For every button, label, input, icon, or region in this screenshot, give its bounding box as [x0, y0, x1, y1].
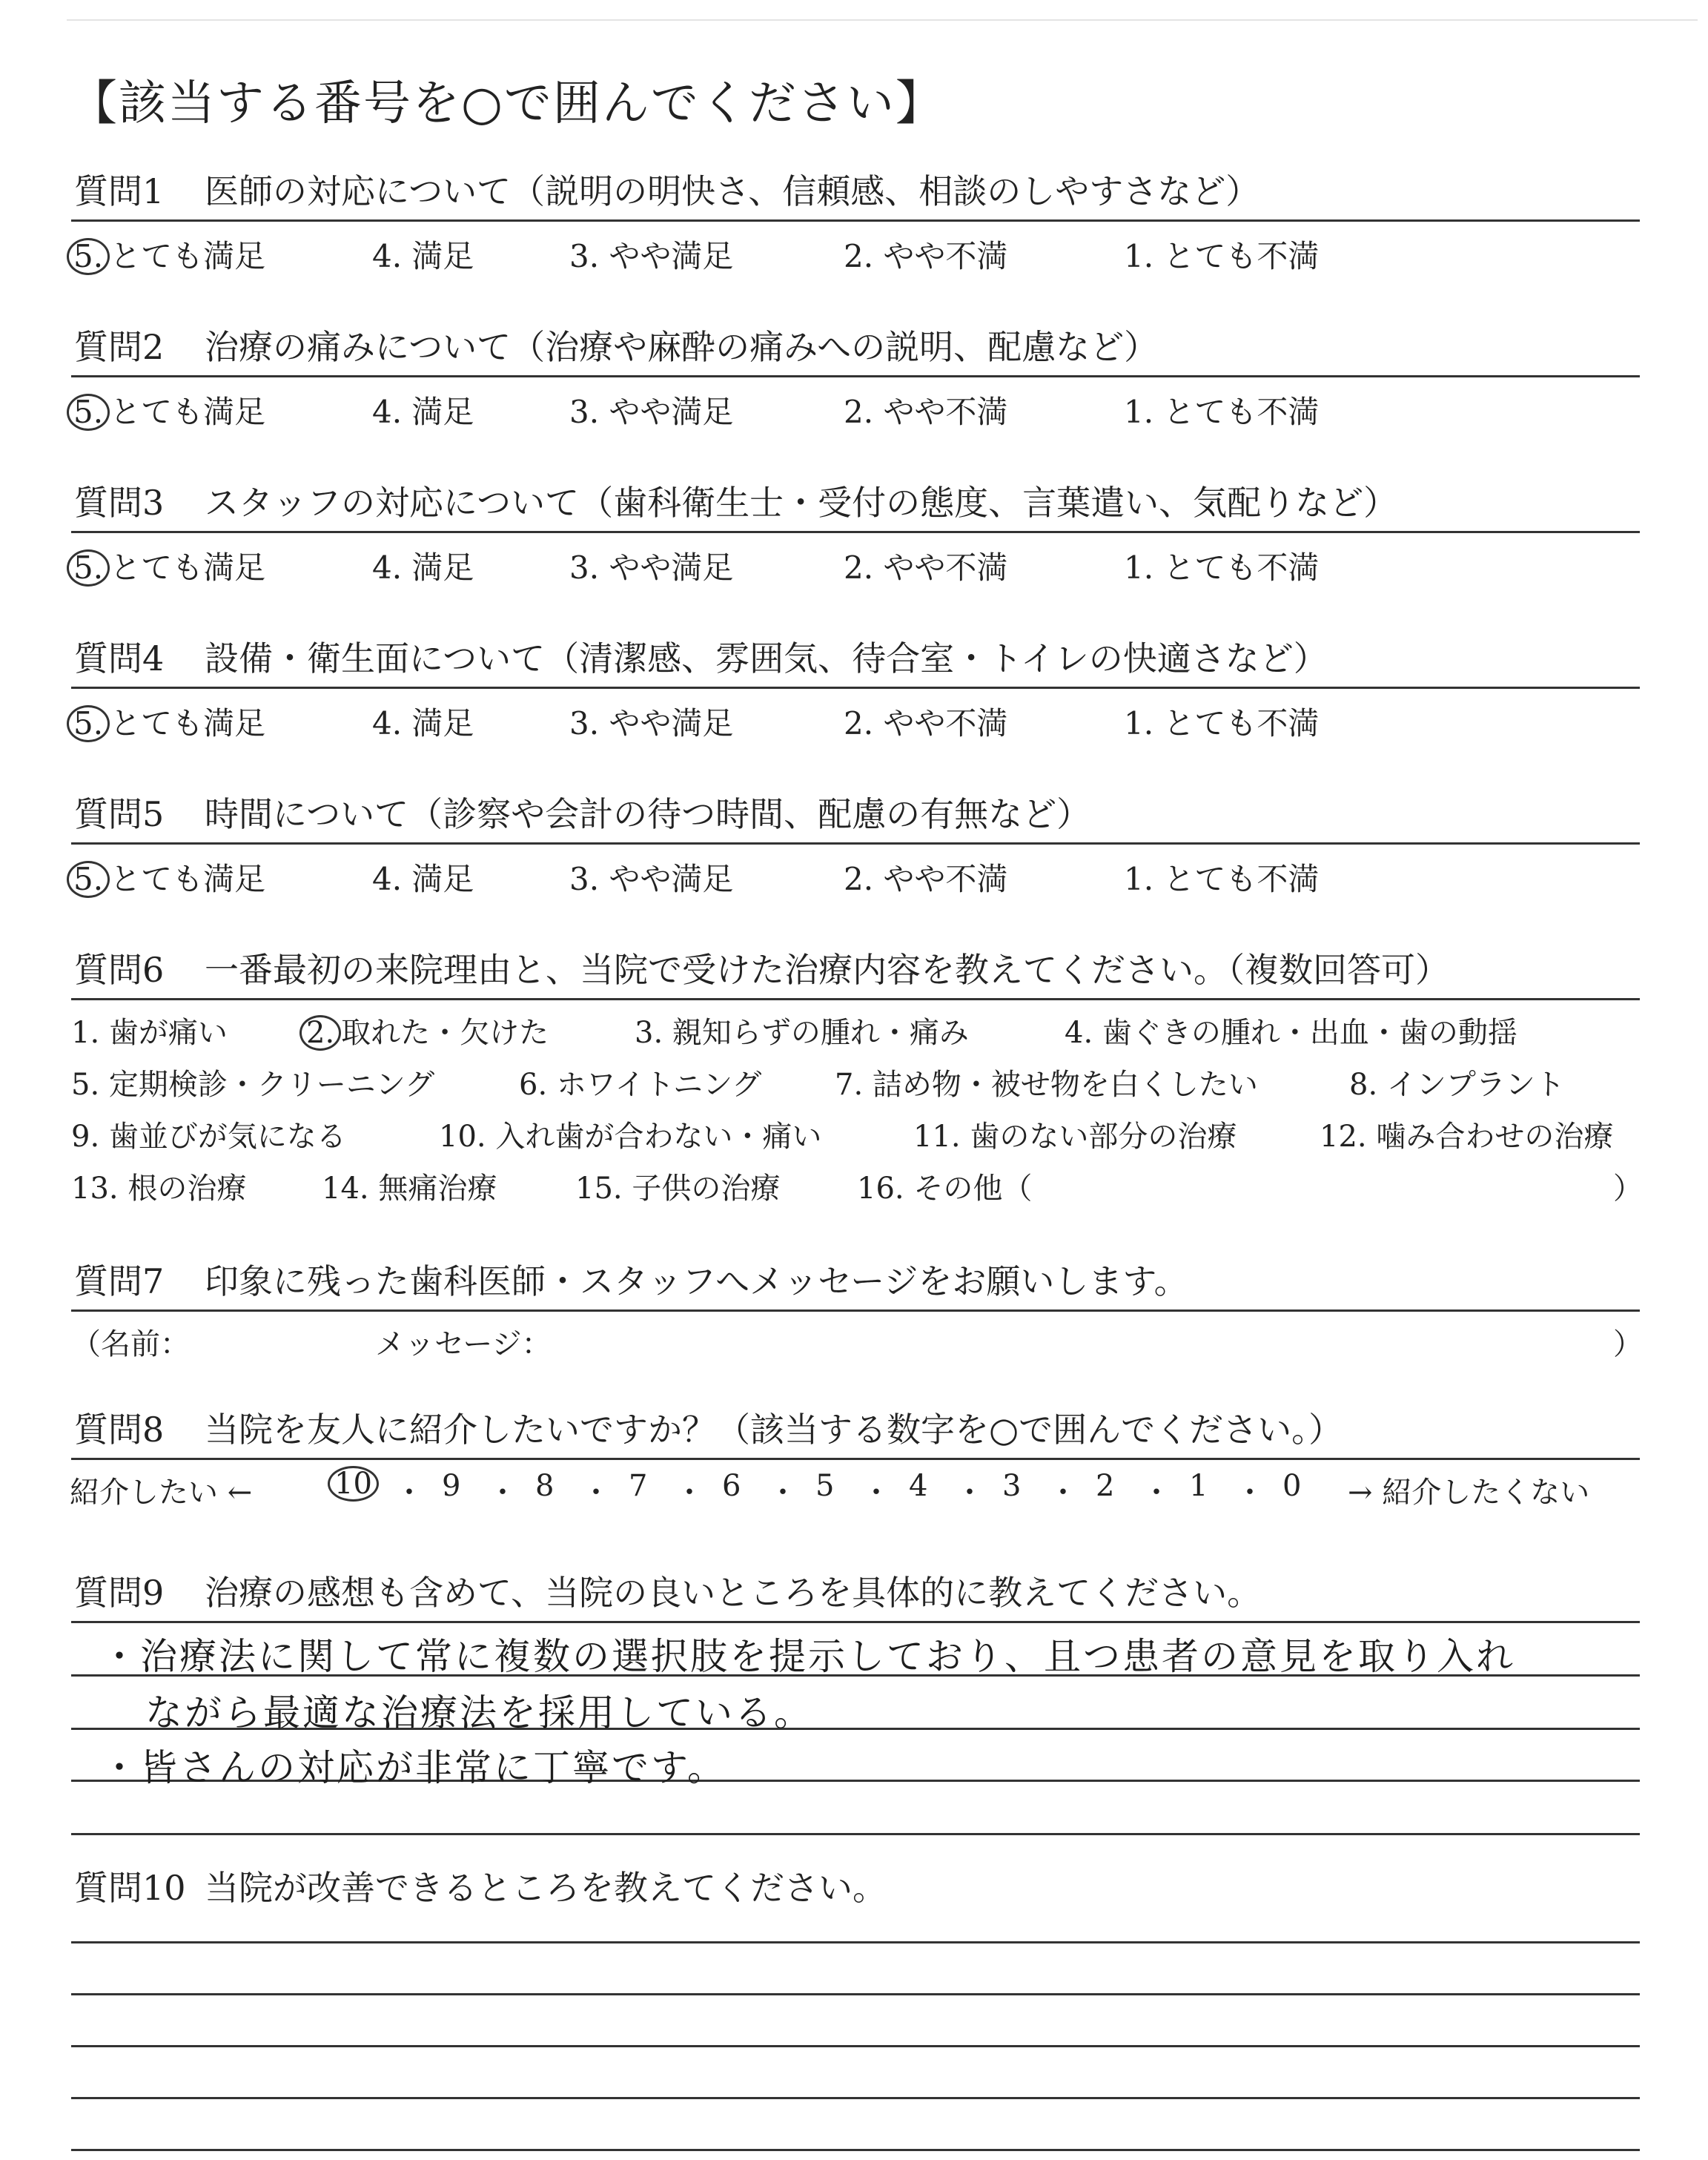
rating-options	[71, 377, 1640, 437]
question-header	[71, 1860, 1640, 1916]
rating-options	[71, 533, 1640, 592]
reason-option-13[interactable]: 13. 根の治療	[71, 1172, 247, 1206]
question-header	[71, 163, 1640, 222]
question-5	[71, 786, 1640, 904]
reason-option-2[interactable]	[299, 1009, 549, 1051]
rating-option-5[interactable]	[67, 699, 265, 744]
scale-right-label: → 紹介したくない	[1348, 1476, 1590, 1510]
scale-option-8[interactable]: 8	[535, 1469, 555, 1503]
scale-option-1[interactable]: 1	[1189, 1469, 1208, 1503]
scale-dot: ・	[1235, 1476, 1265, 1510]
answer-rule-line	[71, 2045, 1640, 2047]
rating-option-4[interactable]: 4. 満足	[372, 549, 474, 586]
question-text: 一番最初の来院理由と、当院で受けた治療内容を教えてください。（複数回答可）	[205, 950, 1449, 990]
rating-option-4[interactable]: 4. 満足	[372, 705, 474, 742]
rating-option-label: とても満足	[110, 238, 266, 274]
selected-circle-mark: 5.	[67, 705, 110, 742]
reason-options-row-2	[71, 1052, 1640, 1104]
scale-option-6[interactable]: 6	[722, 1469, 741, 1503]
handwritten-answer-line-3[interactable]: ・皆さんの対応が非常に丁寧です。	[101, 1746, 726, 1789]
question-number: 質問3	[74, 483, 165, 523]
rating-option-5[interactable]	[67, 232, 265, 277]
rating-option-3[interactable]: 3. やや満足	[569, 705, 734, 742]
scale-dot: ・	[768, 1476, 798, 1510]
rating-option-label: とても満足	[110, 549, 266, 586]
scale-option-3[interactable]: 3	[1002, 1469, 1022, 1503]
question-header	[71, 1401, 1640, 1460]
question-number: 質問4	[74, 638, 165, 678]
answer-rule-line	[71, 1993, 1640, 1995]
reason-option-4[interactable]: 4. 歯ぐきの腫れ・出血・歯の動揺	[1065, 1016, 1517, 1050]
question-number: 質問6	[74, 950, 165, 990]
scale-option-4[interactable]: 4	[909, 1469, 928, 1503]
rating-option-2[interactable]: 2. やや不満	[844, 238, 1008, 274]
rating-option-2[interactable]: 2. やや不満	[844, 549, 1008, 586]
question-10	[71, 1860, 1640, 1916]
selected-circle-mark: 5.	[67, 861, 110, 898]
reason-option-7[interactable]: 7. 詰め物・被せ物を白くしたい	[835, 1068, 1258, 1102]
scale-dot: ・	[1142, 1476, 1171, 1510]
question-3	[71, 475, 1640, 592]
question-header	[71, 786, 1640, 845]
question-number: 質問2	[74, 327, 165, 367]
rating-option-5[interactable]	[67, 544, 265, 588]
question-text: 当院を友人に紹介したいですか？（該当する数字を○で囲んでください。）	[205, 1410, 1343, 1450]
reason-option-14[interactable]: 14. 無痛治療	[322, 1172, 497, 1206]
question-4	[71, 630, 1640, 748]
rating-option-1[interactable]: 1. とても不満	[1124, 861, 1320, 897]
handwritten-answer-line-1[interactable]: ・治療法に関して常に複数の選択肢を提示しており、且つ患者の意見を取り入れ	[101, 1635, 1515, 1678]
reason-option-3[interactable]: 3. 親知らずの腫れ・痛み	[635, 1016, 969, 1050]
rating-option-3[interactable]: 3. やや満足	[569, 394, 734, 430]
question-header	[71, 1565, 1640, 1623]
rating-option-label: とても満足	[110, 394, 266, 430]
question-9	[71, 1565, 1640, 1623]
referral-scale	[71, 1460, 1640, 1516]
question-text: 治療の感想も含めて、当院の良いところを具体的に教えてください。	[205, 1573, 1262, 1613]
answer-rule-line	[71, 1941, 1640, 1943]
rating-options	[71, 689, 1640, 748]
rating-option-2[interactable]: 2. やや不満	[844, 861, 1008, 897]
reason-option-9[interactable]: 9. 歯並びが気になる	[71, 1120, 346, 1154]
scale-dot: ・	[488, 1476, 517, 1510]
question-7	[71, 1253, 1643, 1364]
question-number: 質問1	[74, 171, 165, 211]
reason-option-6[interactable]: 6. ホワイトニング	[519, 1068, 762, 1102]
rating-option-1[interactable]: 1. とても不満	[1124, 394, 1320, 430]
question-header	[71, 630, 1640, 689]
reason-option-10[interactable]: 10. 入れ歯が合わない・痛い	[439, 1120, 822, 1154]
scale-option-10[interactable]	[328, 1466, 379, 1502]
question-number: 質問7	[74, 1261, 165, 1301]
rating-option-3[interactable]: 3. やや満足	[569, 549, 734, 586]
reason-option-8[interactable]: 8. インプラント	[1349, 1068, 1565, 1102]
reason-option-16-close: ）	[1613, 1172, 1643, 1206]
reason-option-16[interactable]: 16. その他（	[857, 1172, 1033, 1206]
question-text: 設備・衛生面について（清潔感、雰囲気、待合室・トイレの快適さなど）	[205, 638, 1328, 678]
scale-option-9[interactable]: 9	[442, 1469, 461, 1503]
question-1	[71, 163, 1640, 281]
scale-option-0[interactable]: 0	[1282, 1469, 1302, 1503]
scale-dot: ・	[581, 1476, 611, 1510]
rating-option-1[interactable]: 1. とても不満	[1124, 705, 1320, 742]
question-header	[71, 475, 1640, 533]
name-field-label[interactable]: （名前：	[71, 1327, 190, 1361]
handwritten-answer-line-2[interactable]: ながら最適な治療法を採用している。	[145, 1691, 813, 1734]
question-text: 医師の対応について（説明の明快さ、信頼感、相談のしやすさなど）	[205, 171, 1260, 211]
question-number: 質問5	[74, 794, 165, 834]
scale-option-5[interactable]: 5	[815, 1469, 835, 1503]
rating-option-2[interactable]: 2. やや不満	[844, 705, 1008, 742]
question-header	[71, 1253, 1640, 1312]
scale-dot: ・	[675, 1476, 704, 1510]
reason-option-15[interactable]: 15. 子供の治療	[575, 1172, 781, 1206]
selected-circle-mark: 5.	[67, 549, 110, 587]
rating-option-3[interactable]: 3. やや満足	[569, 238, 734, 274]
message-field-label[interactable]: メッセージ：	[375, 1327, 552, 1361]
question-number: 質問8	[74, 1410, 165, 1450]
question-text: 治療の痛みについて（治療や麻酔の痛みへの説明、配慮など）	[205, 327, 1159, 367]
selected-circle-mark: 10	[328, 1466, 379, 1502]
scale-left-label: 紹介したい ←	[70, 1476, 253, 1510]
rating-option-1[interactable]: 1. とても不満	[1124, 549, 1320, 586]
rating-option-4[interactable]: 4. 満足	[372, 861, 474, 897]
page-title: 【該当する番号を○で囲んでください】	[70, 76, 944, 131]
scale-dot: ・	[861, 1476, 891, 1510]
question-8	[71, 1401, 1640, 1516]
scale-dot: ・	[1048, 1476, 1078, 1510]
selected-circle-mark: 5.	[67, 238, 110, 275]
reason-option-1[interactable]: 1. 歯が痛い	[71, 1016, 228, 1050]
rating-option-4[interactable]: 4. 満足	[372, 238, 474, 274]
rating-option-4[interactable]: 4. 満足	[372, 394, 474, 430]
question-header	[71, 319, 1640, 377]
scale-dot: ・	[955, 1476, 984, 1510]
question-text: 時間について（診察や会計の待つ時間、配慮の有無など）	[205, 794, 1091, 834]
scale-option-7[interactable]: 7	[629, 1469, 648, 1503]
rating-option-1[interactable]: 1. とても不満	[1124, 238, 1320, 274]
reason-options-row-1	[71, 1000, 1640, 1052]
reason-option-label: 取れた・欠けた	[341, 1016, 549, 1050]
scale-option-2[interactable]: 2	[1096, 1469, 1115, 1503]
selected-circle-mark: 5.	[67, 394, 110, 431]
answer-rule-line	[71, 2149, 1640, 2151]
rating-option-2[interactable]: 2. やや不満	[844, 394, 1008, 430]
reason-options-row-4	[71, 1156, 1643, 1208]
rating-option-5[interactable]	[67, 855, 265, 899]
reason-option-5[interactable]: 5. 定期検診・クリーニング	[71, 1068, 435, 1102]
question-text: スタッフの対応について（歯科衛生士・受付の態度、言葉遣い、気配りなど）	[205, 483, 1398, 523]
rating-option-label: とても満足	[110, 705, 266, 742]
question-text: 印象に残った歯科医師・スタッフへメッセージをお願いします。	[205, 1261, 1188, 1301]
rating-option-5[interactable]	[67, 388, 265, 432]
scale-dot: ・	[394, 1476, 424, 1510]
question-number: 質問10	[74, 1868, 186, 1908]
question-header	[71, 942, 1640, 1000]
selected-circle-mark: 2.	[299, 1015, 341, 1051]
reason-option-11[interactable]: 11. 歯のない部分の治療	[913, 1120, 1237, 1154]
answer-rule-line	[71, 2097, 1640, 2099]
reason-option-12[interactable]: 12. 噛み合わせの治療	[1320, 1120, 1614, 1154]
answer-rule-line	[71, 1833, 1640, 1835]
reason-options-row-3	[71, 1104, 1640, 1156]
rating-option-label: とても満足	[110, 861, 266, 897]
question-number: 質問9	[74, 1573, 165, 1613]
question-text: 当院が改善できるところを教えてください。	[205, 1868, 887, 1908]
question-2	[71, 319, 1640, 437]
question-6	[71, 942, 1643, 1208]
top-divider	[67, 19, 1698, 21]
rating-options	[71, 845, 1640, 904]
message-field-close: ）	[1613, 1327, 1643, 1361]
rating-options	[71, 222, 1640, 281]
rating-option-3[interactable]: 3. やや満足	[569, 861, 734, 897]
message-fields	[71, 1312, 1643, 1364]
